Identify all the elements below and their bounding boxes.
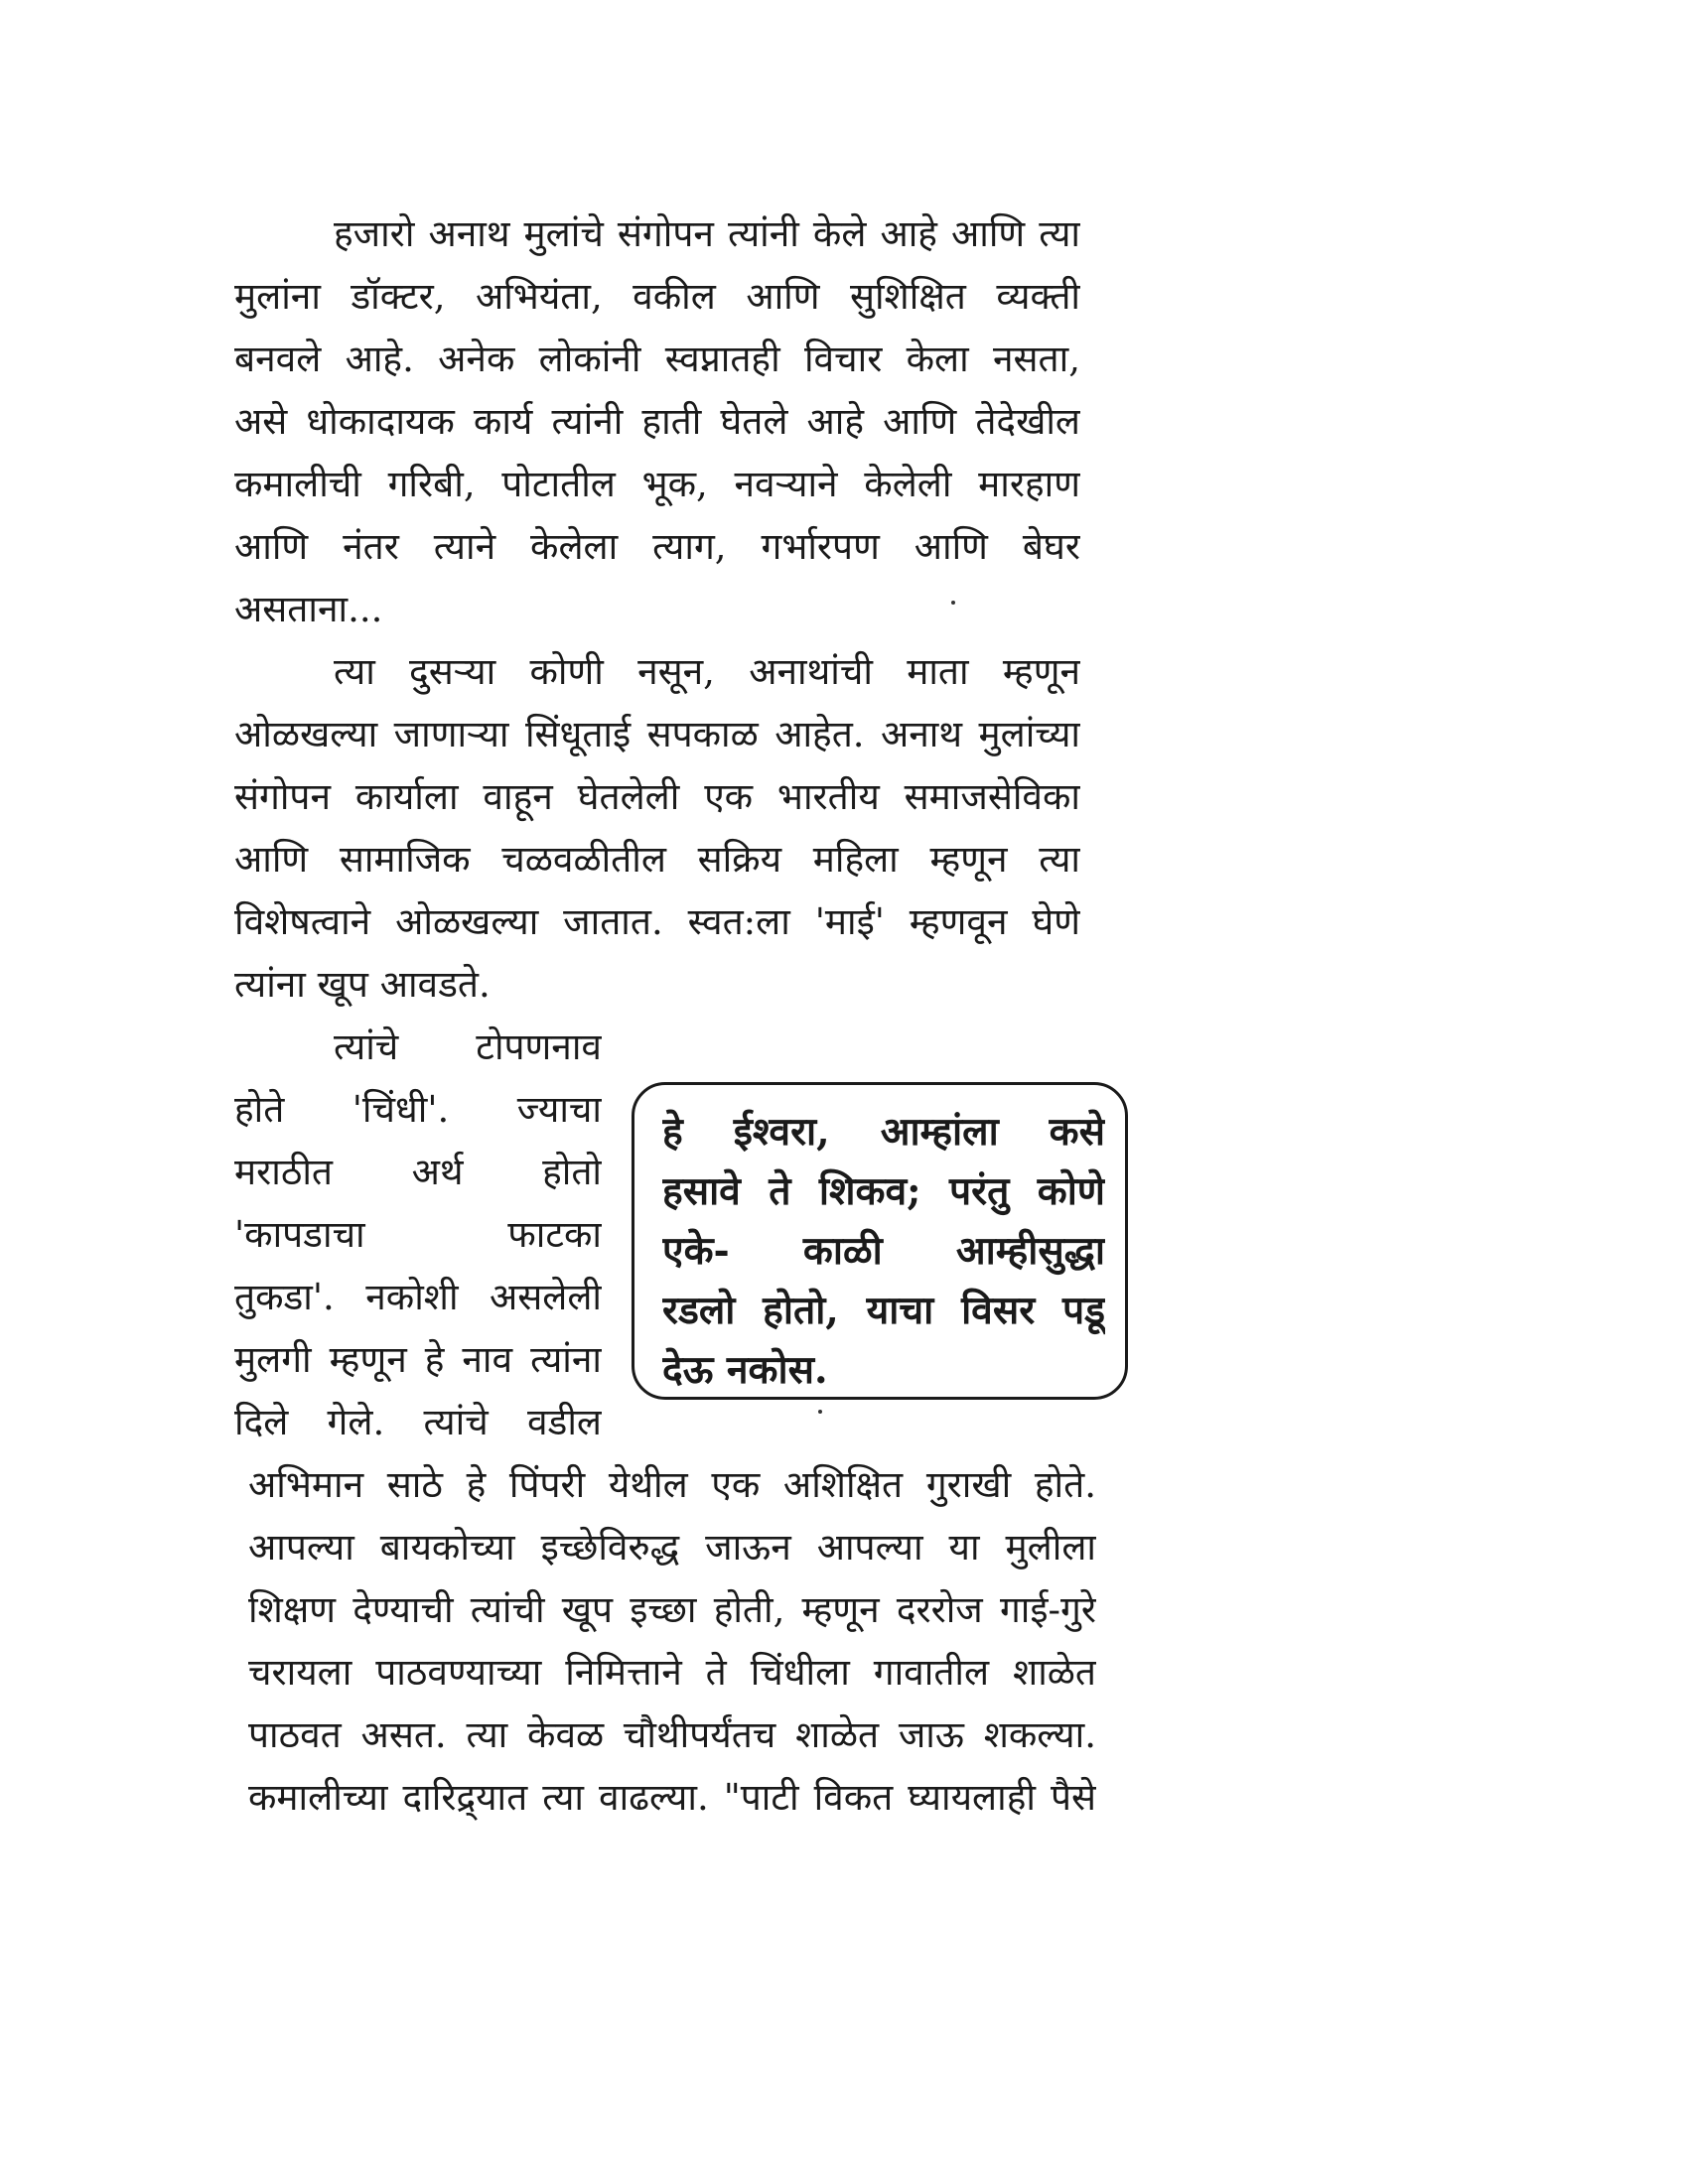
text-line: ओळखल्या जाणाऱ्या सिंधूताई सपकाळ आहेत. अनाथ मुलांच्या bbox=[234, 713, 1080, 755]
text-line: मुलगी म्हणून हे नाव त्यांना bbox=[234, 1338, 602, 1381]
text-line: विशेषत्वाने ओळखल्या जातात. स्वत:ला 'माई' म्हणवून घेणे bbox=[234, 900, 1080, 943]
text-line: मराठीत अर्थ होतो bbox=[234, 1151, 602, 1193]
text-line: कमालीची गरिबी, पोटातील भूक, नवऱ्याने केलेली मारहाण bbox=[234, 463, 1080, 505]
text-line: त्या दुसऱ्या कोणी नसून, अनाथांची माता म्हणून bbox=[334, 650, 1080, 693]
text-line: कमालीच्या दारिद्र्यात त्या वाढल्या. "पाटी विकत घ्यायलाही पैसे bbox=[248, 1776, 1096, 1819]
text-line: त्यांचे टोपणनाव bbox=[334, 1025, 602, 1068]
text-line: त्यांना खूप आवडते. bbox=[234, 963, 491, 1006]
text-line: तुकडा'. नकोशी असलेली bbox=[234, 1276, 602, 1318]
text-line: संगोपन कार्याला वाहून घेतलेली एक भारतीय समाजसेविका bbox=[234, 775, 1080, 818]
scan-speck bbox=[818, 1410, 822, 1414]
quote-line: देऊ नकोस. bbox=[662, 1347, 828, 1393]
text-line: 'कापडाचा फाटका bbox=[234, 1213, 602, 1256]
text-line: शिक्षण देण्याची त्यांची खूप इच्छा होती, म्हणून दररोज गाई-गुरे bbox=[248, 1588, 1096, 1631]
text-line: आणि सामाजिक चळवळीतील सक्रिय महिला म्हणून त्या bbox=[234, 838, 1080, 881]
text-line: असताना... bbox=[234, 588, 383, 630]
quote-line: हसावे ते शिकव; परंतु कोणे bbox=[662, 1168, 1105, 1214]
text-line: आपल्या बायकोच्या इच्छेविरुद्ध जाऊन आपल्या या मुलीला bbox=[248, 1526, 1096, 1569]
text-line: हजारो अनाथ मुलांचे संगोपन त्यांनी केले आहे आणि त्या bbox=[334, 212, 1080, 255]
text-line: होते 'चिंधी'. ज्याचा bbox=[234, 1088, 602, 1131]
quote-box bbox=[632, 1082, 1128, 1400]
quote-line: हे ईश्वरा, आम्हांला कसे bbox=[662, 1109, 1105, 1155]
text-line: अभिमान साठे हे पिंपरी येथील एक अशिक्षित गुराखी होते. bbox=[248, 1463, 1096, 1506]
text-line: चरायला पाठवण्याच्या निमित्ताने ते चिंधीला गावातील शाळेत bbox=[248, 1651, 1096, 1694]
text-line: आणि नंतर त्याने केलेला त्याग, गर्भारपण आणि बेघर bbox=[234, 525, 1080, 568]
scan-speck bbox=[951, 601, 955, 605]
text-line: बनवले आहे. अनेक लोकांनी स्वप्नातही विचार केला नसता, bbox=[234, 338, 1080, 380]
quote-line: एके- काळी आम्हीसुद्धा bbox=[662, 1228, 1105, 1274]
text-line: मुलांना डॉक्टर, अभियंता, वकील आणि सुशिक्षित व्यक्ती bbox=[234, 275, 1080, 318]
text-line: असे धोकादायक कार्य त्यांनी हाती घेतले आहे आणि तेदेखील bbox=[234, 400, 1080, 443]
text-line: पाठवत असत. त्या केवळ चौथीपर्यंतच शाळेत जाऊ शकल्या. bbox=[248, 1713, 1096, 1756]
quote-line: रडलो होतो, याचा विसर पडू bbox=[662, 1288, 1105, 1333]
text-line: दिले गेले. त्यांचे वडील bbox=[234, 1401, 602, 1443]
